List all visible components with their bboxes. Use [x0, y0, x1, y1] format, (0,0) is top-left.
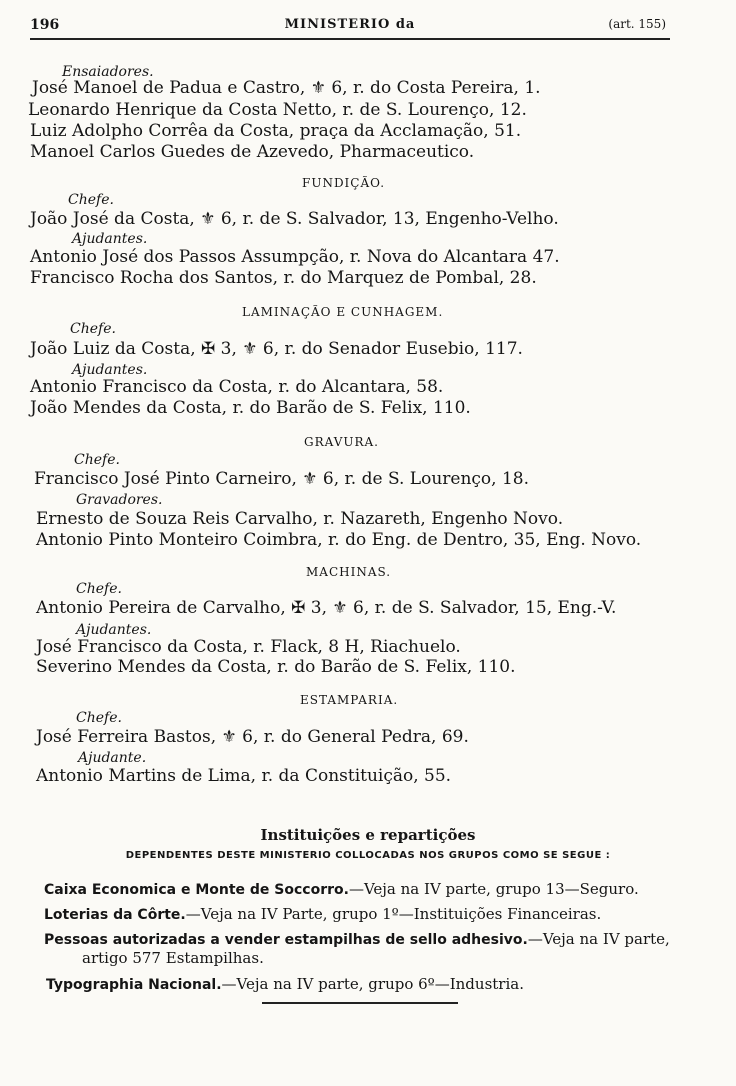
staff-entry: José Francisco da Costa, r. Flack, 8 H, Riachuelo. [36, 637, 461, 657]
section-subtitle: DEPENDENTES DESTE MINISTERIO COLLOCADAS NOS GRUPOS COMO SE SEGUE : [125, 850, 611, 861]
role-label: Ajudante. [78, 750, 147, 766]
running-title: MINISTERIO da [284, 17, 416, 32]
reference-text: —Veja na IV parte, grupo 6º—Industria. [221, 975, 524, 993]
staff-entry: Francisco José Pinto Carneiro, ⚜ 6, r. de S. Lourenço, 18. [34, 469, 530, 489]
staff-entry: Manoel Carlos Guedes de Azevedo, Pharmaceutico. [30, 142, 475, 162]
reference-name: Typographia Nacional. [46, 977, 222, 993]
ornamental-rule [262, 1002, 458, 1008]
role-label: Chefe. [70, 321, 116, 337]
article-reference: (art. 155) [608, 17, 666, 31]
staff-entry: Antonio Pereira de Carvalho, ✠ 3, ⚜ 6, r. de S. Salvador, 15, Eng.-V. [36, 598, 617, 618]
staff-entry: Francisco Rocha dos Santos, r. do Marquez de Pombal, 28. [30, 268, 537, 288]
staff-entry: Luiz Adolpho Corrêa da Costa, praça da Acclamação, 51. [30, 121, 522, 141]
staff-entry: José Manoel de Padua e Castro, ⚜ 6, r. do Costa Pereira, 1. [32, 78, 541, 98]
staff-entry: Ernesto de Souza Reis Carvalho, r. Nazareth, Engenho Novo. [36, 509, 564, 529]
role-label: Chefe. [76, 710, 122, 726]
role-label: Chefe. [68, 192, 114, 208]
staff-entry: João José da Costa, ⚜ 6, r. de S. Salvador, 13, Engenho-Velho. [30, 209, 559, 229]
staff-entry: João Luiz da Costa, ✠ 3, ⚜ 6, r. do Senador Eusebio, 117. [30, 339, 523, 359]
reference-name: Loterias da Côrte. [44, 907, 186, 923]
staff-entry: José Ferreira Bastos, ⚜ 6, r. do General Pedra, 69. [36, 727, 469, 747]
page-header [30, 14, 670, 40]
reference-text: —Veja na IV Parte, grupo 1º—Instituições Financeiras. [185, 905, 602, 923]
role-label: Chefe. [74, 452, 120, 468]
role-label: Ajudantes. [72, 362, 148, 378]
role-label: Ajudantes. [72, 231, 148, 247]
role-label: Ajudantes. [76, 622, 152, 638]
staff-entry: Antonio José dos Passos Assumpção, r. Nova do Alcantara 47. [30, 247, 560, 267]
section-heading: GRAVURA. [304, 435, 379, 449]
reference-name: Pessoas autorizadas a vender estampilhas de sello adhesivo. [44, 932, 528, 948]
reference-entry [44, 904, 601, 925]
reference-entry [44, 879, 639, 900]
staff-entry: Severino Mendes da Costa, r. do Barão de S. Felix, 110. [36, 657, 516, 677]
reference-text: artigo 577 Estampilhas. [82, 949, 264, 967]
reference-entry [44, 929, 670, 950]
section-heading: MACHINAS. [306, 565, 392, 579]
role-label: Chefe. [76, 581, 122, 597]
role-label: Ensaiadores. [62, 64, 154, 80]
section-heading: ESTAMPARIA. [300, 693, 399, 707]
reference-entry [82, 948, 264, 968]
page-number: 196 [30, 17, 60, 33]
staff-entry: Leonardo Henrique da Costa Netto, r. de S. Lourenço, 12. [28, 100, 527, 120]
staff-entry: Antonio Francisco da Costa, r. do Alcantara, 58. [30, 377, 444, 397]
section-heading: FUNDIÇÃO. [302, 176, 386, 190]
reference-text: —Veja na IV parte, [527, 930, 670, 948]
reference-entry [46, 974, 524, 995]
role-label: Gravadores. [76, 492, 163, 508]
section-heading: LAMINAÇÃO E CUNHAGEM. [242, 305, 444, 319]
staff-entry: Antonio Pinto Monteiro Coimbra, r. do Eng. de Dentro, 35, Eng. Novo. [36, 530, 642, 550]
reference-text: —Veja na IV parte, grupo 13—Seguro. [348, 880, 639, 898]
staff-entry: João Mendes da Costa, r. do Barão de S. Felix, 110. [30, 398, 471, 418]
section-title: Instituições e repartições [260, 826, 476, 844]
staff-entry: Antonio Martins de Lima, r. da Constituição, 55. [36, 766, 452, 786]
reference-name: Caixa Economica e Monte de Soccorro. [44, 882, 349, 898]
